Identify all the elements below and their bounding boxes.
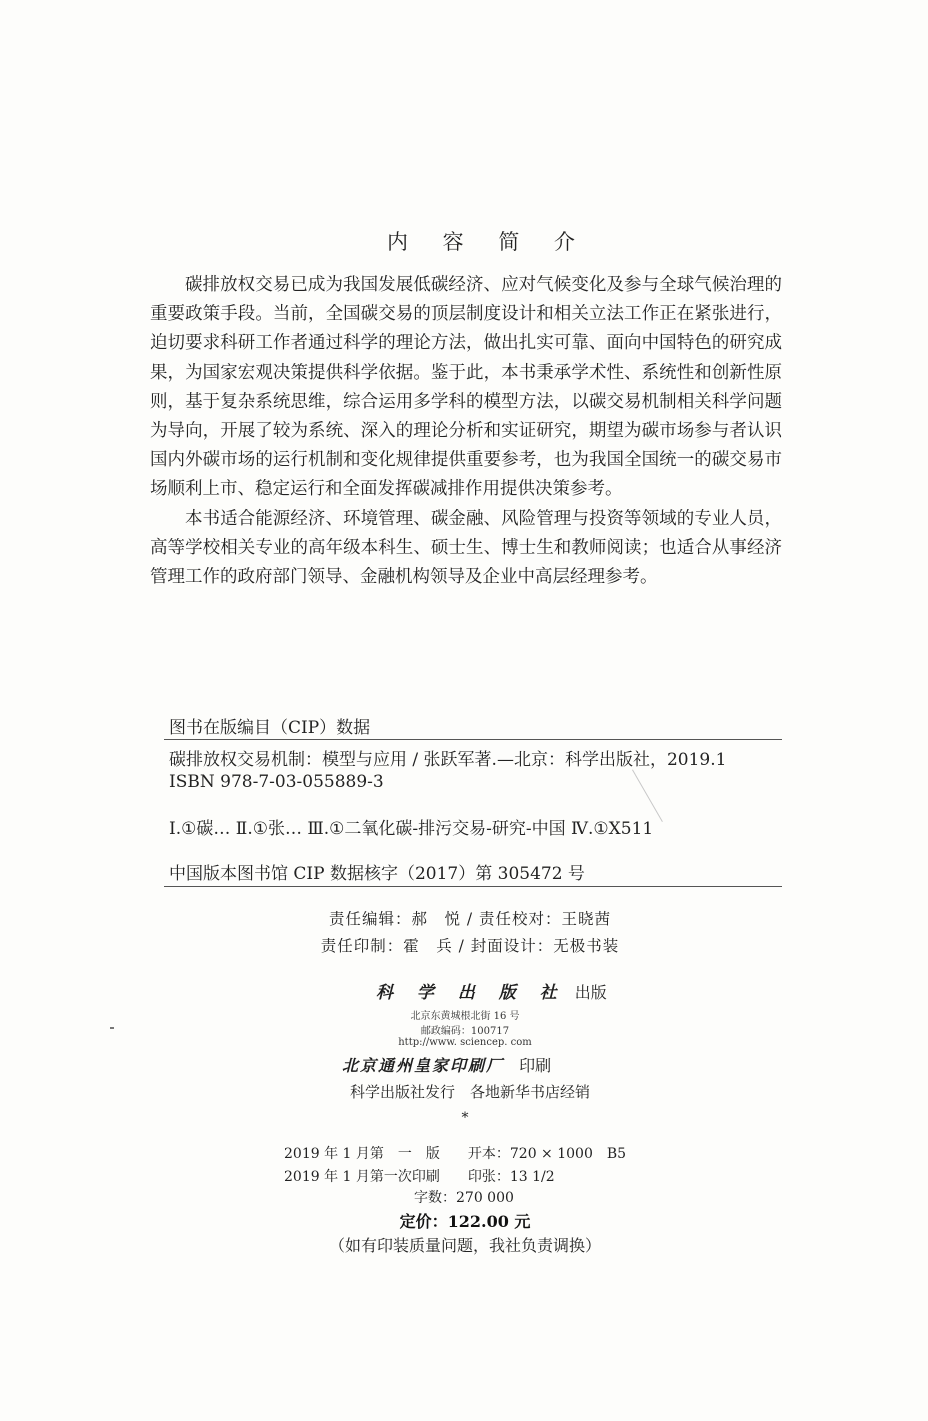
price: 定价：122.00 元 bbox=[399, 1212, 531, 1231]
printer-line bbox=[342, 1053, 551, 1076]
cip-verification: 中国版本图书馆 CIP 数据核字（2017）第 305472 号 bbox=[169, 864, 585, 884]
printer-suffix: 印刷 bbox=[519, 1056, 552, 1075]
printer-name: 北京通州皇家印刷厂 bbox=[342, 1056, 505, 1075]
abstract-body bbox=[150, 271, 782, 592]
publisher-postcode: 邮政编码：100717 bbox=[420, 1026, 510, 1037]
cip-title-line: 碳排放权交易机制：模型与应用 / 张跃军著.—北京：科学出版社，2019.1 bbox=[169, 750, 727, 770]
publisher-line bbox=[376, 978, 607, 1003]
print-design-line: 责任印制：霍 兵 / 封面设计：无极书装 bbox=[320, 937, 620, 955]
scan-speck bbox=[110, 1027, 114, 1029]
publisher-name: 科 学 出 版 社 bbox=[376, 983, 566, 1003]
edition-line: 2019 年 1 月第 一 版 开本：720 × 1000 B5 bbox=[284, 1146, 627, 1162]
publisher-address: 北京东黄城根北街 16 号 bbox=[410, 1011, 520, 1022]
cip-heading: 图书在版编目（CIP）数据 bbox=[169, 718, 371, 738]
abstract-paragraph-2: 本书适合能源经济、环境管理、碳金融、风险管理与投资等领域的专业人员，高等学校相关专业的高年级本科生、硕士生、博士生和教师阅读；也适合从事经济管理工作的政府部门领导、金融机构领导及企业中高层经理参考。 bbox=[150, 508, 782, 588]
cip-isbn: ISBN 978-7-03-055889-3 bbox=[169, 772, 384, 792]
publisher-suffix: 出版 bbox=[574, 983, 607, 1002]
publisher-website: http://www. sciencep. com bbox=[398, 1037, 532, 1048]
editors-line: 责任编辑：郝 悦 / 责任校对：王晓茜 bbox=[328, 910, 612, 928]
separator-star: * bbox=[461, 1110, 469, 1126]
printing-line: 2019 年 1 月第一次印刷 印张：13 1/2 bbox=[284, 1169, 555, 1185]
abstract-paragraph-1: 碳排放权交易已成为我国发展低碳经济、应对气候变化及参与全球气候治理的重要政策手段。当前，全国碳交易的顶层制度设计和相关立法工作正在紧张进行，迫切要求科研工作者通过科学的理论方法，做出扎实可靠、面向中国特色的研究成果，为国家宏观决策提供科学依据。鉴于此，本书秉承学术性、系统性和创新性原则，基于复杂系统思维，综合运用多学科的模型方法，以碳交易机制相关科学问题为导向，开展了较为系统、深入的理论分析和实证研究，期望为碳市场参与者认识国内外碳市场的运行机制和变化规律提供重要参考，也为我国全国统一的碳交易市场顺利上市、稳定运行和全面发挥碳减排作用提供决策参考。 bbox=[150, 275, 782, 500]
cip-bottom-rule bbox=[164, 886, 782, 887]
cip-top-rule bbox=[164, 739, 782, 740]
quality-notice: （如有印装质量问题，我社负责调换） bbox=[328, 1236, 601, 1255]
word-count: 字数：270 000 bbox=[414, 1190, 514, 1206]
cip-classification: Ⅰ.①碳… Ⅱ.①张… Ⅲ.①二氧化碳-排污交易-研究-中国 Ⅳ.①X511 bbox=[169, 819, 654, 839]
distribution-line: 科学出版社发行 各地新华书店经销 bbox=[349, 1083, 590, 1101]
abstract-title: 内 容 简 介 bbox=[386, 230, 590, 254]
